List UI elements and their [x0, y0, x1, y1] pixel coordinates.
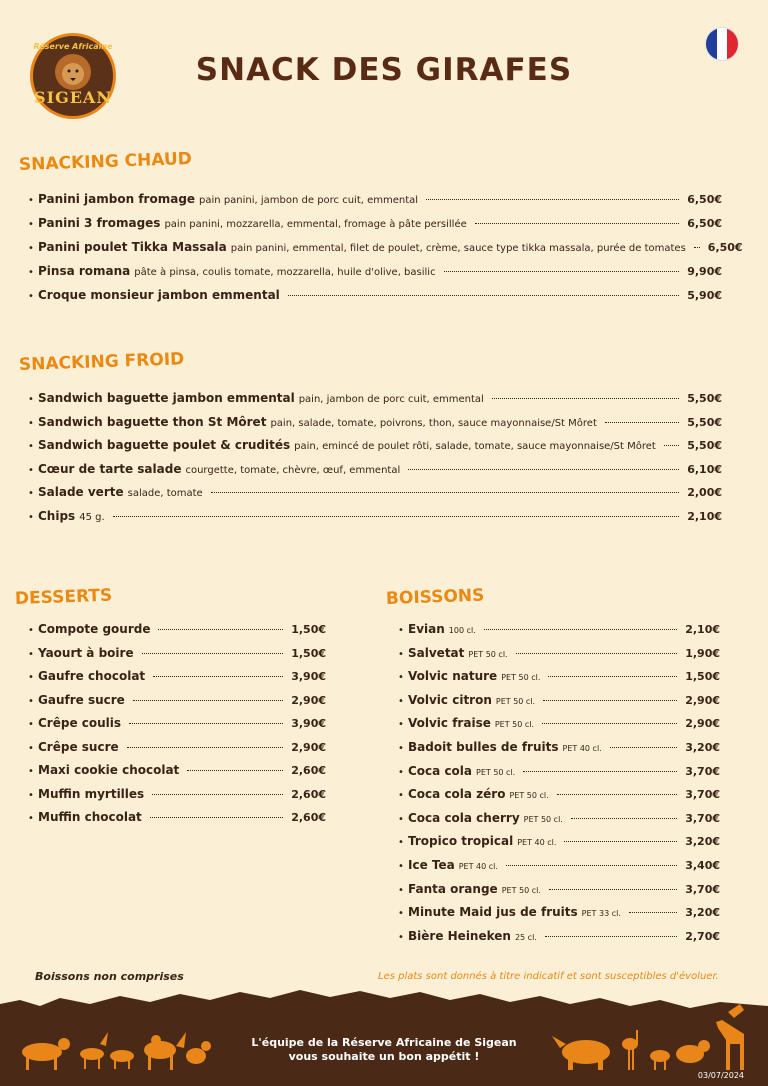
item-name: Panini 3 fromages — [38, 216, 161, 230]
item-description: PET 40 cl. — [562, 744, 602, 753]
item-price: 3,70€ — [685, 883, 720, 896]
dot-leader — [133, 700, 283, 701]
item-description: PET 33 cl. — [581, 909, 621, 918]
bullet: • — [398, 814, 404, 825]
dot-leader — [484, 629, 677, 630]
item-price: 2,60€ — [291, 811, 326, 824]
menu-item-froid — [28, 438, 722, 454]
dot-leader — [549, 889, 677, 890]
dot-leader — [571, 818, 677, 819]
item-price: 5,50€ — [687, 392, 722, 405]
item-price: 1,50€ — [685, 670, 720, 683]
item-name: Gaufre sucre — [38, 693, 125, 707]
menu-item-desserts — [28, 763, 326, 779]
item-name: Coca cola zéro — [408, 787, 506, 801]
item-name: Volvic nature — [408, 669, 498, 683]
item-description: pain, emincé de poulet rôti, salade, tomate, sauce mayonnaise/St Môret — [294, 441, 656, 452]
item-price: 2,10€ — [685, 623, 720, 636]
bullet: • — [28, 672, 34, 683]
item-name: Muffin myrtilles — [38, 787, 145, 801]
menu-item-froid — [28, 462, 722, 478]
item-name: Volvic fraise — [408, 716, 491, 730]
note-drinks-not-included: Boissons non comprises — [35, 970, 184, 983]
dot-leader — [548, 676, 677, 677]
item-price: 5,50€ — [687, 439, 722, 452]
page-title: SNACK DES GIRAFES — [195, 52, 573, 88]
menu-item-froid — [28, 415, 722, 431]
item-name: Maxi cookie chocolat — [38, 763, 180, 777]
dot-leader — [113, 516, 680, 517]
item-description: pâte à pinsa, coulis tomate, mozzarella, huile d'olive, basilic — [134, 267, 436, 278]
menu-item-froid — [28, 509, 722, 525]
item-price: 3,90€ — [291, 670, 326, 683]
dot-leader — [506, 865, 677, 866]
bullet: • — [28, 512, 34, 523]
item-description: PET 50 cl. — [501, 673, 541, 682]
item-description: 25 cl. — [514, 933, 537, 942]
bullet: • — [28, 719, 34, 730]
item-price: 3,40€ — [685, 859, 720, 872]
bullet: • — [398, 837, 404, 848]
bullet: • — [28, 195, 34, 206]
menu-item-chaud — [28, 240, 743, 256]
menu-item-boissons — [398, 882, 720, 898]
item-price: 3,20€ — [685, 835, 720, 848]
item-name: Gaufre chocolat — [38, 669, 146, 683]
item-price: 3,70€ — [685, 788, 720, 801]
bullet: • — [28, 465, 34, 476]
menu-item-boissons — [398, 764, 720, 780]
item-name: Panini poulet Tikka Massala — [38, 240, 227, 254]
item-description: PET 50 cl. — [476, 768, 516, 777]
dot-leader — [610, 747, 677, 748]
item-name: Coca cola — [408, 764, 473, 778]
bullet: • — [398, 908, 404, 919]
bullet: • — [398, 719, 404, 730]
note-indicative: Les plats sont donnés à titre indicatif et sont susceptibles d'évoluer. — [378, 971, 719, 982]
item-name: Bière Heineken — [408, 929, 511, 943]
dot-leader — [142, 653, 284, 654]
dot-leader — [127, 747, 284, 748]
item-description: courgette, tomate, chèvre, œuf, emmental — [185, 465, 401, 476]
item-name: Ice Tea — [408, 858, 455, 872]
item-name: Chips — [38, 509, 76, 523]
dot-leader — [564, 841, 677, 842]
item-price: 6,50€ — [687, 193, 722, 206]
footer-savanna-band — [0, 982, 768, 1086]
item-description: pain panini, jambon de porc cuit, emmental — [199, 195, 419, 206]
logo-main-text: SIGEAN — [34, 88, 112, 107]
dot-leader — [408, 469, 679, 470]
item-price: 6,10€ — [687, 463, 722, 476]
item-description: PET 50 cl. — [495, 697, 536, 706]
item-name: Compote gourde — [38, 622, 151, 636]
menu-item-boissons — [398, 716, 720, 732]
menu-item-desserts — [28, 716, 326, 732]
dot-leader — [158, 629, 283, 630]
item-name: Cœur de tarte salade — [38, 462, 182, 476]
section-title-froid: SNACKING FROID — [18, 349, 185, 375]
section-title-chaud: SNACKING CHAUD — [18, 148, 193, 175]
menu-item-desserts — [28, 787, 326, 803]
menu-item-boissons — [398, 740, 720, 756]
item-description: salade, tomate — [127, 488, 203, 499]
menu-item-boissons — [398, 646, 720, 662]
bullet: • — [398, 861, 404, 872]
item-name: Salade verte — [38, 485, 124, 499]
item-description: PET 40 cl. — [458, 862, 498, 871]
item-description: pain, jambon de porc cuit, emmental — [298, 394, 484, 405]
item-description: pain panini, mozzarella, emmental, fromage à pâte persillée — [164, 219, 467, 230]
item-description: pain, salade, tomate, poivrons, thon, sauce mayonnaise/St Môret — [270, 418, 597, 429]
item-price: 3,70€ — [685, 812, 720, 825]
dot-leader — [211, 492, 679, 493]
item-price: 3,70€ — [685, 765, 720, 778]
menu-item-desserts — [28, 693, 326, 709]
item-name: Crêpe coulis — [38, 716, 122, 730]
dot-leader — [664, 445, 679, 446]
footer-date: 03/07/2024 — [697, 1071, 744, 1080]
item-price: 1,50€ — [291, 647, 326, 660]
bullet: • — [28, 625, 34, 636]
menu-item-boissons — [398, 834, 720, 850]
item-price: 3,20€ — [685, 741, 720, 754]
bullet: • — [28, 418, 34, 429]
item-description: PET 40 cl. — [517, 838, 557, 847]
bullet: • — [398, 885, 404, 896]
item-description: pain panini, emmental, filet de poulet, crème, sauce type tikka massala, purée de tomates — [230, 243, 686, 254]
item-price: 6,50€ — [687, 217, 722, 230]
item-price: 2,70€ — [685, 930, 720, 943]
bullet: • — [28, 441, 34, 452]
bullet: • — [398, 743, 404, 754]
item-price: 2,00€ — [687, 486, 722, 499]
bullet: • — [398, 767, 404, 778]
logo-top-text: Réserve Africaine — [33, 42, 113, 51]
dot-leader — [426, 199, 679, 200]
item-name: Yaourt à boire — [38, 646, 134, 660]
dot-leader — [629, 912, 677, 913]
menu-item-desserts — [28, 740, 326, 756]
item-price: 2,90€ — [291, 741, 326, 754]
item-description: PET 50 cl. — [468, 650, 508, 659]
menu-item-boissons — [398, 905, 720, 921]
item-description: 100 cl. — [448, 626, 476, 635]
item-name: Croque monsieur jambon emmental — [38, 288, 280, 302]
menu-item-froid — [28, 391, 722, 407]
bullet: • — [28, 790, 34, 801]
bullet: • — [28, 243, 34, 254]
bullet: • — [28, 743, 34, 754]
menu-item-desserts — [28, 622, 326, 638]
item-name: Pinsa romana — [38, 264, 131, 278]
item-name: Sandwich baguette thon St Môret — [38, 415, 267, 429]
footer-message — [0, 1036, 768, 1064]
menu-item-boissons — [398, 693, 720, 709]
item-price: 5,90€ — [687, 289, 722, 302]
menu-item-desserts — [28, 669, 326, 685]
menu-item-boissons — [398, 622, 720, 638]
dot-leader — [153, 676, 283, 677]
section-title-boissons: BOISSONS — [385, 585, 485, 609]
dot-leader — [288, 295, 679, 296]
bullet: • — [398, 672, 404, 683]
bullet: • — [28, 488, 34, 499]
item-name: Minute Maid jus de fruits — [408, 905, 578, 919]
item-name: Crêpe sucre — [38, 740, 119, 754]
item-price: 2,60€ — [291, 764, 326, 777]
item-price: 5,50€ — [687, 416, 722, 429]
dot-leader — [557, 794, 678, 795]
item-name: Coca cola cherry — [408, 811, 520, 825]
menu-item-boissons — [398, 811, 720, 827]
item-price: 1,90€ — [685, 647, 720, 660]
menu-item-desserts — [28, 810, 326, 826]
item-price: 2,10€ — [687, 510, 722, 523]
dot-leader — [444, 271, 680, 272]
menu-item-chaud — [28, 216, 722, 232]
menu-item-boissons — [398, 929, 720, 945]
section-title-desserts: DESSERTS — [14, 585, 113, 609]
item-price: 2,60€ — [291, 788, 326, 801]
menu-item-boissons — [398, 787, 720, 803]
bullet: • — [28, 813, 34, 824]
item-name: Evian — [408, 622, 445, 636]
item-name: Fanta orange — [408, 882, 498, 896]
dot-leader — [475, 223, 679, 224]
bullet: • — [398, 790, 404, 801]
item-description: PET 50 cl. — [501, 886, 541, 895]
item-price: 1,50€ — [291, 623, 326, 636]
dot-leader — [523, 771, 677, 772]
bullet: • — [398, 649, 404, 660]
item-description: PET 50 cl. — [494, 720, 535, 729]
item-price: 2,90€ — [685, 694, 720, 707]
menu-item-boissons — [398, 858, 720, 874]
bullet: • — [28, 696, 34, 707]
menu-item-froid — [28, 485, 722, 501]
bullet: • — [28, 766, 34, 777]
dot-leader — [545, 936, 677, 937]
bullet: • — [28, 219, 34, 230]
dot-leader — [605, 422, 679, 423]
item-name: Sandwich baguette jambon emmental — [38, 391, 295, 405]
bullet: • — [28, 649, 34, 660]
item-name: Sandwich baguette poulet & crudités — [38, 438, 291, 452]
item-name: Muffin chocolat — [38, 810, 142, 824]
bullet: • — [398, 696, 404, 707]
item-price: 2,90€ — [685, 717, 720, 730]
item-price: 2,90€ — [291, 694, 326, 707]
item-description: PET 50 cl. — [523, 815, 563, 824]
dot-leader — [542, 723, 677, 724]
item-price: 3,20€ — [685, 906, 720, 919]
footer-line-1: L'équipe de la Réserve Africaine de Sigean — [251, 1036, 517, 1049]
dot-leader — [150, 817, 283, 818]
dot-leader — [492, 398, 679, 399]
dot-leader — [516, 653, 678, 654]
menu-item-chaud — [28, 264, 722, 280]
dot-leader — [187, 770, 283, 771]
menu-item-desserts — [28, 646, 326, 662]
item-name: Volvic citron — [408, 693, 492, 707]
item-name: Badoit bulles de fruits — [408, 740, 559, 754]
dot-leader — [543, 700, 677, 701]
item-name: Tropico tropical — [408, 834, 514, 848]
footer-line-2: vous souhaite un bon appétit ! — [288, 1050, 480, 1063]
item-name: Salvetat — [408, 646, 465, 660]
bullet: • — [398, 932, 404, 943]
item-description: 45 g. — [79, 512, 105, 523]
dot-leader — [152, 794, 283, 795]
item-price: 9,90€ — [687, 265, 722, 278]
bullet: • — [28, 291, 34, 302]
menu-item-chaud — [28, 288, 722, 304]
bullet: • — [398, 625, 404, 636]
menu-item-chaud — [28, 192, 722, 208]
dot-leader — [129, 723, 283, 724]
item-price: 3,90€ — [291, 717, 326, 730]
item-description: PET 50 cl. — [509, 791, 549, 800]
menu-item-boissons — [398, 669, 720, 685]
item-name: Panini jambon fromage — [38, 192, 196, 206]
bullet: • — [28, 394, 34, 405]
dot-leader — [694, 247, 700, 248]
bullet: • — [28, 267, 34, 278]
item-price: 6,50€ — [707, 241, 743, 254]
